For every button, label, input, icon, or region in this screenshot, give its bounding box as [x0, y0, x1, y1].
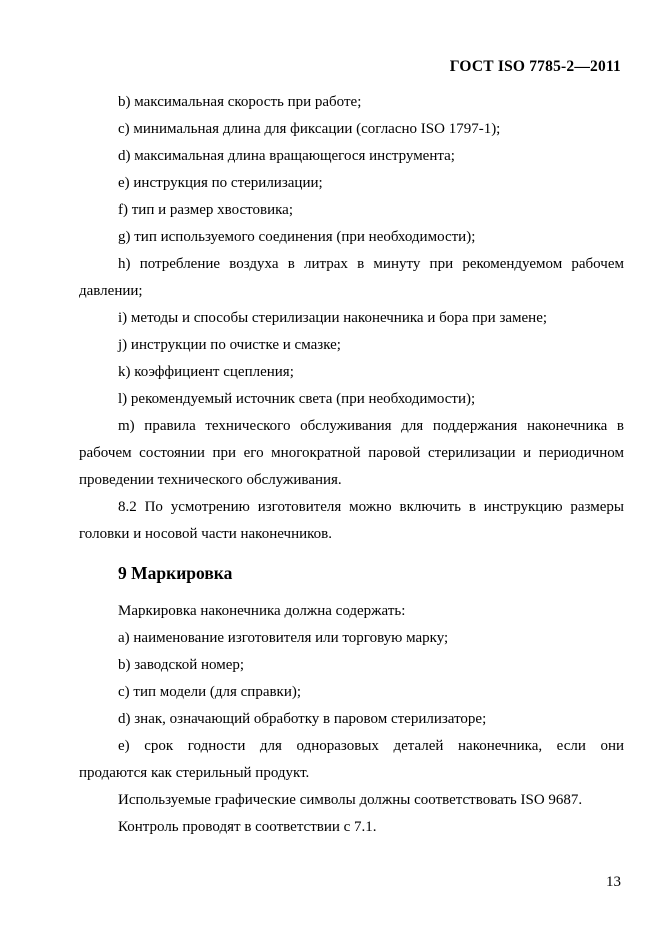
marking-item-e-line2: продаются как стерильный продукт.: [79, 765, 310, 781]
list-item-k: k) коэффициент сцепления;: [118, 364, 294, 380]
list-item-m-line1: m) правила технического обслуживания для поддержания наконечника в: [118, 418, 624, 434]
marking-item-c: c) тип модели (для справки);: [118, 684, 302, 700]
marking-item-a: a) наименование изготовителя или торговую марку;: [118, 630, 449, 646]
list-item-b: b) максимальная скорость при работе;: [118, 94, 362, 110]
list-item-h-line2: давлении;: [79, 283, 143, 299]
list-item-e: e) инструкция по стерилизации;: [118, 175, 323, 191]
marking-item-b: b) заводской номер;: [118, 657, 245, 673]
page-number: 13: [606, 874, 621, 890]
section-9-heading: 9 Маркировка: [118, 563, 233, 583]
control-reference: Контроль проводят в соответствии с 7.1.: [118, 819, 377, 835]
marking-item-d: d) знак, означающий обработку в паровом стерилизаторе;: [118, 711, 487, 727]
list-item-g: g) тип используемого соединения (при необходимости);: [118, 229, 476, 245]
list-item-i: i) методы и способы стерилизации наконечника и бора при замене;: [118, 310, 548, 326]
clause-8-2-line2: головки и носовой части наконечников.: [79, 526, 332, 542]
list-item-h-line1: h) потребление воздуха в литрах в минуту при рекомендуемом рабочем: [118, 256, 624, 272]
marking-item-e-line1: e) срок годности для одноразовых деталей наконечника, если они: [118, 738, 624, 754]
list-item-d: d) максимальная длина вращающегося инструмента;: [118, 148, 455, 164]
symbols-requirement: Используемые графические символы должны соответствовать ISO 9687.: [118, 792, 583, 808]
list-item-m-line3: проведении технического обслуживания.: [79, 472, 342, 488]
list-item-f: f) тип и размер хвостовика;: [118, 202, 294, 218]
document-body: [79, 89, 624, 841]
list-item-m-line2: рабочем состоянии при его многократной паровой стерилизации и периодичном: [79, 445, 624, 461]
section-9-intro: Маркировка наконечника должна содержать:: [118, 603, 406, 619]
document-header: ГОСТ ISO 7785-2—2011: [449, 58, 621, 75]
list-item-l: l) рекомендуемый источник света (при необходимости);: [118, 391, 476, 407]
list-item-c: c) минимальная длина для фиксации (согласно ISO 1797-1);: [118, 121, 501, 137]
list-item-j: j) инструкции по очистке и смазке;: [118, 337, 341, 353]
clause-8-2-line1: 8.2 По усмотрению изготовителя можно включить в инструкцию размеры: [118, 499, 624, 515]
